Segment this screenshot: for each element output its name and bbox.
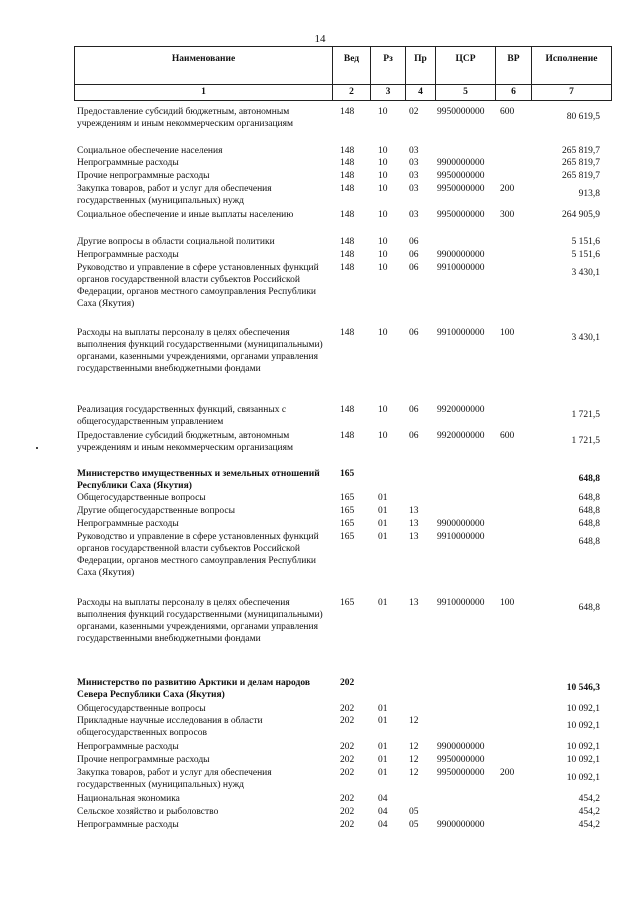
row-vr: 200 [500, 184, 515, 194]
row-csr: 9950000000 [437, 171, 485, 181]
row-pr: 12 [409, 742, 419, 752]
row-amount: 648,8 [578, 493, 600, 503]
header-num-2: 2 [333, 85, 371, 100]
row-amount: 648,8 [578, 506, 600, 516]
row-ved: 148 [340, 171, 355, 181]
header-num-3: 3 [371, 85, 406, 100]
row-ved: 165 [340, 532, 355, 542]
row-name: Непрограммные расходы [77, 250, 179, 260]
row-ved: 148 [340, 158, 355, 168]
row-pr: 03 [409, 210, 419, 220]
row-amount: 454,2 [578, 807, 600, 817]
row-name: Министерство имущественных и земельных отношений Республики Саха (Якутия) [77, 469, 320, 491]
row-name: Непрограммные расходы [77, 742, 179, 752]
row-amount: 1 721,5 [571, 410, 600, 420]
row-name: Расходы на выплаты персоналу в целях обеспечения выполнения функций государственными (муниципальными) органами, казенными учреждениями, органами управления государственными внебюджетными фондами [77, 328, 323, 374]
row-pr: 05 [409, 820, 419, 830]
row-rz: 10 [378, 405, 388, 415]
row-name: Непрограммные расходы [77, 820, 179, 830]
row-vr: 600 [500, 107, 515, 117]
row-amount: 3 430,1 [571, 268, 600, 278]
row-pr: 05 [409, 807, 419, 817]
row-rz: 10 [378, 158, 388, 168]
row-ved: 148 [340, 405, 355, 415]
row-ved: 202 [340, 755, 355, 765]
row-rz: 04 [378, 820, 388, 830]
row-vr: 100 [500, 598, 515, 608]
row-ved: 202 [340, 807, 355, 817]
header-pr: Пр [406, 47, 436, 84]
row-rz: 01 [378, 598, 388, 608]
row-pr: 03 [409, 171, 419, 181]
header-num-7: 7 [569, 87, 574, 97]
row-amount: 265 819,7 [562, 146, 600, 156]
header-ved: Вед [333, 47, 371, 84]
row-csr: 9950000000 [437, 107, 485, 117]
row-name: Социальное обеспечение населения [77, 146, 223, 156]
header-num-5: 5 [436, 85, 496, 100]
row-rz: 01 [378, 532, 388, 542]
row-vr: 200 [500, 768, 515, 778]
row-ved: 202 [340, 742, 355, 752]
row-rz: 01 [378, 742, 388, 752]
row-rz: 10 [378, 210, 388, 220]
row-name: Сельское хозяйство и рыболовство [77, 807, 219, 817]
row-pr: 02 [409, 107, 419, 117]
row-ved: 165 [340, 519, 355, 529]
row-name: Министерство по развитию Арктики и делам народов Севера Республики Саха (Якутия) [77, 678, 310, 700]
row-pr: 12 [409, 716, 419, 726]
row-rz: 10 [378, 237, 388, 247]
row-pr: 06 [409, 250, 419, 260]
row-amount: 454,2 [578, 794, 600, 804]
row-amount: 10 092,1 [566, 755, 600, 765]
row-name: Другие общегосударственные вопросы [77, 506, 235, 516]
row-name: Предоставление субсидий бюджетным, автономным учреждениям и иным некоммерческим организациям [77, 431, 294, 453]
row-csr: 9900000000 [437, 820, 485, 830]
row-rz: 04 [378, 807, 388, 817]
row-rz: 10 [378, 250, 388, 260]
row-ved: 165 [340, 493, 355, 503]
row-amount: 265 819,7 [562, 158, 600, 168]
row-csr: 9950000000 [437, 755, 485, 765]
row-rz: 01 [378, 716, 388, 726]
row-pr: 12 [409, 768, 419, 778]
row-pr: 06 [409, 405, 419, 415]
row-csr: 9900000000 [437, 158, 485, 168]
row-rz: 10 [378, 107, 388, 117]
row-csr: 9900000000 [437, 519, 485, 529]
row-csr: 9950000000 [437, 184, 485, 194]
row-pr: 13 [409, 519, 419, 529]
row-ved: 148 [340, 184, 355, 194]
row-pr: 13 [409, 532, 419, 542]
header-csr: ЦСР [436, 47, 496, 84]
row-amount: 648,8 [578, 537, 600, 547]
header-rz: Рз [371, 47, 406, 84]
row-ved: 202 [340, 678, 355, 688]
row-ved: 202 [340, 794, 355, 804]
row-name: Расходы на выплаты персоналу в целях обеспечения выполнения функций государственными (муниципальными) органами, казенными учреждениями, органами управления государственными внебюджетными фондами [77, 598, 323, 644]
row-rz: 10 [378, 328, 388, 338]
row-amount: 913,8 [578, 189, 600, 199]
row-rz: 01 [378, 506, 388, 516]
row-ved: 148 [340, 107, 355, 117]
header-name: Наименование [75, 47, 333, 84]
row-pr: 06 [409, 263, 419, 273]
row-name: Прочие непрограммные расходы [77, 755, 210, 765]
row-ved: 165 [340, 506, 355, 516]
row-ved: 148 [340, 146, 355, 156]
header-vr: ВР [496, 47, 532, 84]
row-name: Непрограммные расходы [77, 158, 179, 168]
row-name: Другие вопросы в области социальной политики [77, 237, 275, 247]
row-name: Реализация государственных функций, связанных с общегосударственным управлением [77, 405, 287, 427]
row-rz: 01 [378, 768, 388, 778]
page-number: 14 [314, 33, 326, 45]
header-num-1: 1 [75, 85, 333, 100]
row-csr: 9910000000 [437, 532, 485, 542]
row-ved: 165 [340, 598, 355, 608]
row-name: Закупка товаров, работ и услуг для обеспечения государственных (муниципальных) нужд [77, 184, 272, 206]
row-amount: 454,2 [578, 820, 600, 830]
row-csr: 9910000000 [437, 598, 485, 608]
row-csr: 9900000000 [437, 250, 485, 260]
row-amount: 5 151,6 [571, 250, 600, 260]
row-pr: 06 [409, 431, 419, 441]
row-amount: 1 721,5 [571, 436, 600, 446]
row-amount: 10 092,1 [566, 721, 600, 731]
row-ved: 148 [340, 250, 355, 260]
row-amount: 648,8 [578, 474, 600, 484]
row-vr: 600 [500, 431, 515, 441]
row-pr: 06 [409, 328, 419, 338]
row-rz: 01 [378, 704, 388, 714]
row-csr: 9910000000 [437, 263, 485, 273]
row-name: Предоставление субсидий бюджетным, автономным учреждениям и иным некоммерческим организациям [77, 107, 294, 129]
row-amount: 648,8 [578, 519, 600, 529]
row-amount: 10 546,3 [566, 683, 600, 693]
row-amount: 648,8 [578, 603, 600, 613]
row-rz: 10 [378, 184, 388, 194]
row-pr: 13 [409, 506, 419, 516]
row-rz: 10 [378, 171, 388, 181]
row-ved: 165 [340, 469, 355, 479]
row-ved: 148 [340, 263, 355, 273]
row-name: Прочие непрограммные расходы [77, 171, 210, 181]
row-amount: 80 619,5 [566, 112, 600, 122]
row-rz: 10 [378, 146, 388, 156]
row-amount: 264 905,9 [562, 210, 600, 220]
row-pr: 13 [409, 598, 419, 608]
row-ved: 202 [340, 820, 355, 830]
row-vr: 300 [500, 210, 515, 220]
row-ved: 148 [340, 328, 355, 338]
row-rz: 01 [378, 519, 388, 529]
row-pr: 03 [409, 146, 419, 156]
row-ved: 148 [340, 237, 355, 247]
row-ved: 148 [340, 210, 355, 220]
row-amount: 5 151,6 [571, 237, 600, 247]
row-ved: 202 [340, 704, 355, 714]
header-num-4: 4 [406, 85, 436, 100]
row-name: Социальное обеспечение и иные выплаты населению [77, 210, 294, 220]
row-ved: 202 [340, 768, 355, 778]
row-csr: 9920000000 [437, 405, 485, 415]
row-name: Руководство и управление в сфере установленных функций органов государственной власти субъектов Российской Федерации, органов местного самоуправления Республики Саха (Якутия) [77, 532, 319, 578]
row-csr: 9910000000 [437, 328, 485, 338]
row-name: Прикладные научные исследования в области общегосударственных вопросов [77, 716, 263, 738]
row-rz: 01 [378, 493, 388, 503]
row-csr: 9900000000 [437, 742, 485, 752]
row-pr: 03 [409, 158, 419, 168]
header-execution: Исполнение [545, 54, 598, 64]
row-pr: 12 [409, 755, 419, 765]
header-num-6: 6 [496, 85, 532, 100]
row-pr: 03 [409, 184, 419, 194]
row-name: Общегосударственные вопросы [77, 704, 206, 714]
row-rz: 10 [378, 431, 388, 441]
row-pr: 06 [409, 237, 419, 247]
row-rz: 10 [378, 263, 388, 273]
row-amount: 3 430,1 [571, 333, 600, 343]
row-vr: 100 [500, 328, 515, 338]
row-csr: 9920000000 [437, 431, 485, 441]
row-name: Закупка товаров, работ и услуг для обеспечения государственных (муниципальных) нужд [77, 768, 272, 790]
scan-speck [36, 447, 38, 449]
row-name: Руководство и управление в сфере установленных функций органов государственной власти субъектов Российской Федерации, органов местного самоуправления Республики Саха (Якутия) [77, 263, 319, 309]
row-rz: 04 [378, 794, 388, 804]
row-name: Общегосударственные вопросы [77, 493, 206, 503]
row-ved: 148 [340, 431, 355, 441]
row-amount: 10 092,1 [566, 704, 600, 714]
row-name: Национальная экономика [77, 794, 180, 804]
row-csr: 9950000000 [437, 210, 485, 220]
row-amount: 10 092,1 [566, 773, 600, 783]
row-csr: 9950000000 [437, 768, 485, 778]
row-amount: 265 819,7 [562, 171, 600, 181]
row-rz: 01 [378, 755, 388, 765]
row-name: Непрограммные расходы [77, 519, 179, 529]
row-amount: 10 092,1 [566, 742, 600, 752]
row-ved: 202 [340, 716, 355, 726]
